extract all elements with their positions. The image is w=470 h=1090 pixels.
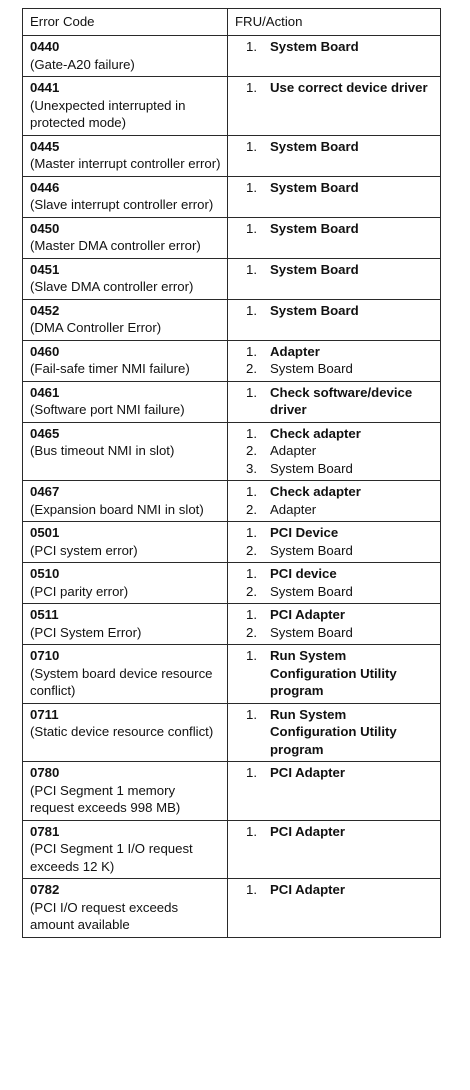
action-item	[246, 647, 434, 700]
action-text: System Board	[270, 138, 359, 154]
action-item	[246, 881, 434, 899]
error-code-cell	[23, 36, 228, 77]
table-row	[23, 522, 441, 563]
action-list	[235, 706, 434, 759]
table-body	[23, 36, 441, 938]
fru-action-cell	[228, 422, 441, 481]
action-item	[246, 706, 434, 759]
fru-action-cell	[228, 522, 441, 563]
table-row	[23, 879, 441, 938]
error-code-cell	[23, 381, 228, 422]
action-text: Adapter	[270, 343, 320, 359]
error-code: 0460	[30, 343, 60, 359]
action-list	[235, 138, 434, 156]
fru-action-cell	[228, 176, 441, 217]
error-code-cell	[23, 77, 228, 136]
action-list	[235, 483, 434, 518]
action-text: Check adapter	[270, 484, 361, 499]
error-code: 0501	[30, 525, 60, 540]
action-list	[235, 565, 434, 600]
table-header-row	[23, 9, 441, 36]
action-list	[235, 220, 434, 238]
action-text: System Board	[270, 220, 359, 236]
action-list	[235, 425, 434, 478]
action-list	[235, 764, 434, 782]
action-item	[246, 179, 434, 197]
action-item	[246, 360, 434, 378]
fru-action-cell	[228, 703, 441, 762]
fru-action-cell	[228, 563, 441, 604]
error-code-cell	[23, 563, 228, 604]
action-list	[235, 302, 434, 320]
action-item	[246, 606, 434, 624]
error-code-cell	[23, 135, 228, 176]
fru-action-cell	[228, 258, 441, 299]
fru-action-cell	[228, 481, 441, 522]
table-row	[23, 135, 441, 176]
error-description: (Slave interrupt controller error)	[30, 197, 214, 212]
header-error-code: Error Code	[23, 9, 228, 36]
error-description: (PCI Segment 1 I/O request exceeds 12 K)	[30, 841, 193, 874]
action-number: 1.	[246, 39, 257, 54]
fru-action-cell	[228, 340, 441, 381]
fru-action-cell	[228, 299, 441, 340]
action-item	[246, 384, 434, 419]
action-list	[235, 647, 434, 700]
error-description: (Expansion board NMI in slot)	[30, 501, 204, 517]
error-code-cell	[23, 340, 228, 381]
error-code: 0441	[30, 80, 60, 95]
action-number: 1.	[246, 706, 257, 722]
action-number: 1.	[246, 261, 257, 277]
action-text: Run System Configuration Utility program	[270, 648, 397, 698]
error-description: (Static device resource conflict)	[30, 724, 214, 739]
table-row	[23, 481, 441, 522]
error-code: 0781	[30, 823, 60, 839]
table-row	[23, 381, 441, 422]
action-number: 1.	[246, 343, 257, 359]
action-number: 1.	[246, 566, 257, 581]
action-number: 1.	[246, 882, 257, 897]
action-number: 1.	[246, 138, 257, 154]
error-description: (PCI parity error)	[30, 583, 129, 599]
action-item	[246, 542, 434, 560]
error-code: 0461	[30, 384, 60, 400]
error-description: (Unexpected interrupted in protected mode)	[30, 97, 186, 130]
action-text: System Board	[270, 261, 359, 277]
table-row	[23, 820, 441, 879]
error-code-cell	[23, 522, 228, 563]
error-code: 0440	[30, 39, 60, 54]
action-text: PCI Adapter	[270, 882, 345, 897]
action-number: 1.	[246, 525, 257, 540]
table-row	[23, 340, 441, 381]
error-description: (Gate-A20 failure)	[30, 56, 135, 72]
error-code: 0465	[30, 425, 60, 441]
action-number: 2.	[246, 501, 257, 517]
table-row	[23, 645, 441, 704]
error-code-cell	[23, 176, 228, 217]
error-description: (Master DMA controller error)	[30, 238, 201, 253]
action-number: 1.	[246, 484, 257, 499]
table-row	[23, 77, 441, 136]
error-code-cell	[23, 422, 228, 481]
error-code: 0450	[30, 220, 60, 236]
action-list	[235, 179, 434, 197]
action-text: PCI device	[270, 566, 337, 581]
error-code-cell	[23, 258, 228, 299]
action-number: 1.	[246, 607, 257, 622]
action-item	[246, 565, 434, 583]
error-code: 0445	[30, 138, 60, 154]
fru-action-cell	[228, 217, 441, 258]
error-description: (Bus timeout NMI in slot)	[30, 443, 175, 458]
action-text: System Board	[270, 460, 353, 476]
action-text: Adapter	[270, 501, 317, 517]
action-text: Adapter	[270, 443, 317, 458]
action-item	[246, 261, 434, 279]
error-code: 0510	[30, 566, 60, 581]
error-code-cell	[23, 299, 228, 340]
action-number: 1.	[246, 220, 257, 236]
action-text: System Board	[270, 583, 353, 599]
fru-action-cell	[228, 820, 441, 879]
action-list	[235, 79, 434, 97]
action-item	[246, 524, 434, 542]
table-row	[23, 299, 441, 340]
action-list	[235, 823, 434, 841]
error-description: (PCI Segment 1 memory request exceeds 998 MB)	[30, 782, 181, 815]
action-text: System Board	[270, 361, 353, 376]
action-item	[246, 460, 434, 478]
table-row	[23, 176, 441, 217]
action-number: 1.	[246, 765, 257, 780]
fru-action-cell	[228, 135, 441, 176]
action-number: 1.	[246, 648, 257, 663]
error-code: 0446	[30, 179, 60, 195]
error-code: 0780	[30, 765, 60, 780]
error-code-cell	[23, 703, 228, 762]
action-number: 1.	[246, 302, 257, 318]
error-description: (PCI System Error)	[30, 624, 142, 640]
action-text: Run System Configuration Utility program	[270, 706, 397, 757]
action-item	[246, 764, 434, 782]
error-description: (PCI system error)	[30, 542, 138, 558]
table-row	[23, 217, 441, 258]
action-text: System Board	[270, 302, 359, 318]
action-list	[235, 38, 434, 56]
error-code-cell	[23, 820, 228, 879]
fru-action-cell	[228, 762, 441, 821]
action-item	[246, 425, 434, 443]
action-item	[246, 138, 434, 156]
table-row	[23, 36, 441, 77]
action-item	[246, 79, 434, 97]
action-list	[235, 881, 434, 899]
fru-action-cell	[228, 604, 441, 645]
action-number: 1.	[246, 179, 257, 195]
error-description: (Fail-safe timer NMI failure)	[30, 361, 190, 376]
action-text: PCI Device	[270, 525, 339, 540]
fru-action-cell	[228, 879, 441, 938]
error-code: 0782	[30, 882, 60, 897]
action-item	[246, 483, 434, 501]
error-code: 0711	[30, 706, 59, 722]
action-list	[235, 343, 434, 378]
fru-action-cell	[228, 77, 441, 136]
action-text: PCI Adapter	[270, 823, 345, 839]
action-list	[235, 606, 434, 641]
error-code-cell	[23, 645, 228, 704]
error-code-cell	[23, 604, 228, 645]
error-description: (PCI I/O request exceeds amount available	[30, 899, 179, 932]
action-number: 3.	[246, 460, 257, 476]
fru-action-cell	[228, 381, 441, 422]
header-fru-action: FRU/Action	[228, 9, 441, 36]
action-item	[246, 343, 434, 361]
table-row	[23, 604, 441, 645]
error-code: 0511	[30, 607, 59, 622]
action-list	[235, 524, 434, 559]
action-text: System Board	[270, 624, 353, 640]
table-row	[23, 563, 441, 604]
action-number: 2.	[246, 583, 257, 599]
action-number: 1.	[246, 80, 257, 95]
action-item	[246, 38, 434, 56]
fru-action-cell	[228, 645, 441, 704]
error-code: 0467	[30, 484, 60, 499]
error-code-cell	[23, 879, 228, 938]
action-number: 2.	[246, 361, 257, 376]
action-text: PCI Adapter	[270, 607, 345, 622]
action-text: System Board	[270, 542, 353, 558]
action-item	[246, 624, 434, 642]
action-text: Use correct device driver	[270, 80, 428, 95]
error-description: (DMA Controller Error)	[30, 320, 162, 335]
error-code-cell	[23, 762, 228, 821]
error-code: 0451	[30, 261, 60, 277]
action-item	[246, 220, 434, 238]
action-number: 2.	[246, 542, 257, 558]
action-text: System Board	[270, 179, 359, 195]
action-text: PCI Adapter	[270, 765, 345, 780]
action-number: 2.	[246, 624, 257, 640]
action-text: Check software/device driver	[270, 384, 413, 417]
error-code-cell	[23, 481, 228, 522]
action-list	[235, 384, 434, 419]
error-description: (Software port NMI failure)	[30, 402, 185, 417]
error-code: 0710	[30, 648, 60, 663]
action-number: 1.	[246, 384, 257, 400]
action-item	[246, 823, 434, 841]
action-number: 1.	[246, 425, 257, 441]
action-number: 1.	[246, 823, 257, 839]
error-description: (System board device resource conflict)	[30, 665, 213, 698]
action-item	[246, 501, 434, 519]
table-row	[23, 703, 441, 762]
action-item	[246, 583, 434, 601]
error-code-cell	[23, 217, 228, 258]
error-code: 0452	[30, 302, 60, 318]
action-item	[246, 302, 434, 320]
error-code-table	[22, 8, 441, 938]
action-list	[235, 261, 434, 279]
error-description: (Master interrupt controller error)	[30, 156, 221, 171]
action-item	[246, 442, 434, 460]
table-row	[23, 422, 441, 481]
action-text: System Board	[270, 39, 359, 54]
action-text: Check adapter	[270, 425, 361, 441]
fru-action-cell	[228, 36, 441, 77]
error-description: (Slave DMA controller error)	[30, 279, 194, 294]
table-row	[23, 762, 441, 821]
action-number: 2.	[246, 443, 257, 458]
table-row	[23, 258, 441, 299]
